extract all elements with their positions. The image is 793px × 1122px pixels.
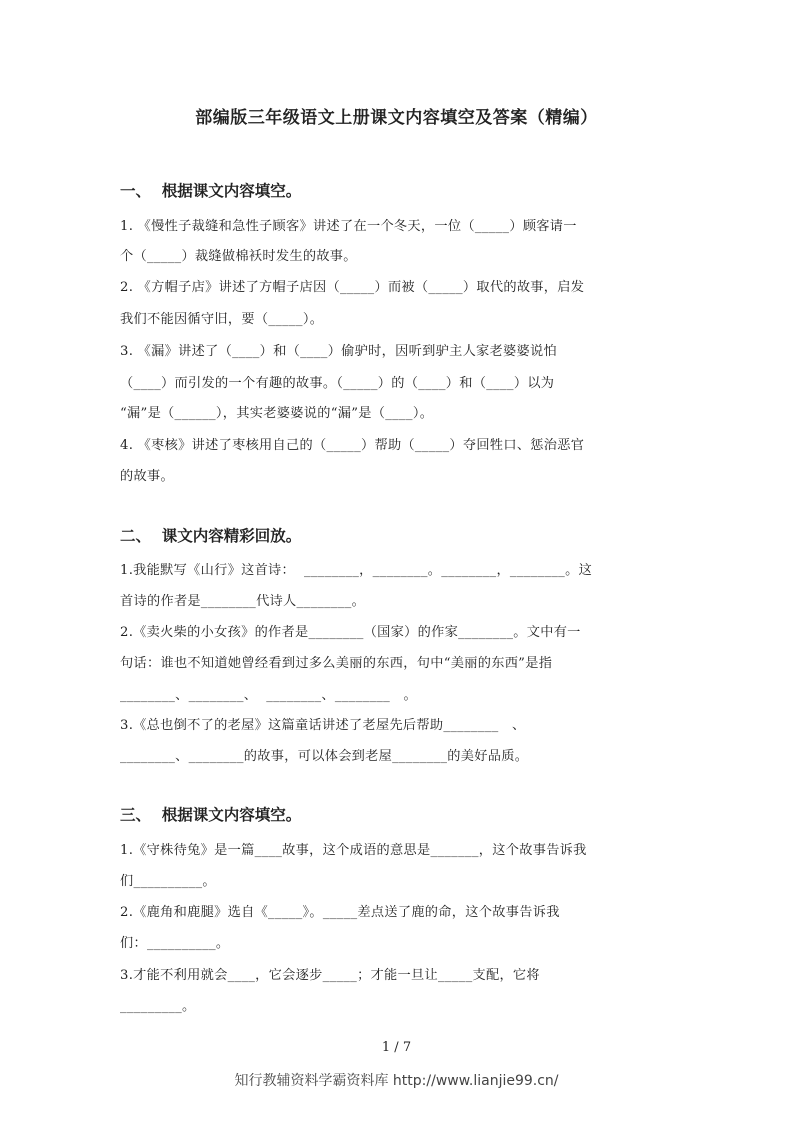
section-heading-3: 三、 根据课文内容填空。 <box>120 806 302 824</box>
section-1-line: 1. 《慢性子裁缝和急性子顾客》讲述了在一个冬天，一位（_____）顾客请一 <box>120 219 577 234</box>
section-heading-2: 二、 课文内容精彩回放。 <box>120 527 302 545</box>
section-heading-1: 一、 根据课文内容填空。 <box>120 182 302 200</box>
section-2-line: ________、________、 ________、________ 。 <box>120 688 418 703</box>
section-1-line: 个（_____）裁缝做棉袄时发生的故事。 <box>120 249 357 264</box>
section-3-line: 们__________。 <box>120 874 216 889</box>
section-3-line: 2.《鹿角和鹿腿》选自《_____》。_____差点送了鹿的命，这个故事告诉我 <box>120 905 560 920</box>
section-3-line: 们：__________。 <box>120 936 230 951</box>
section-1-line: 2. 《方帽子店》讲述了方帽子店因（_____）而被（_____）取代的故事，启发 <box>120 280 585 295</box>
section-1-line: 的故事。 <box>120 469 174 484</box>
section-1-line: 4. 《枣核》讲述了枣核用自己的（_____）帮助（_____）夺回牲口、惩治恶官 <box>120 438 585 453</box>
section-2-line: 句话：谁也不知道她曾经看到过多么美丽的东西，句中“美丽的东西”是指 <box>120 656 553 671</box>
section-2-line: 2.《卖火柴的小女孩》的作者是________（国家）的作家________。文中有一 <box>120 625 581 640</box>
section-2-line: 首诗的作者是________代诗人________。 <box>120 594 366 609</box>
section-1-line: 3. 《漏》讲述了（____）和（____）偷驴时，因听到驴主人家老婆婆说怕 <box>120 344 557 359</box>
section-3-line: _________。 <box>120 999 196 1014</box>
section-3-line: 1.《守株待兔》是一篇____故事，这个成语的意思是_______，这个故事告诉我 <box>120 843 587 858</box>
section-1-line: 我们不能因循守旧，要（_____）。 <box>120 312 324 327</box>
page-number: 1 / 7 <box>381 1040 412 1055</box>
footer-watermark: 知行教辅资料学霸资料库 http://www.lianjie99.cn/ <box>234 1073 559 1089</box>
section-1-line: （____）而引发的一个有趣的故事。（_____）的（____）和（____）以为 <box>120 376 555 391</box>
section-1-line: “漏”是（______），其实老婆婆说的“漏”是（____）。 <box>120 406 434 421</box>
section-2-line: ________、________的故事，可以体会到老屋________的美好品质。 <box>120 749 529 764</box>
section-3-line: 3.才能不利用就会____，它会逐步_____；才能一旦让_____支配，它将 <box>120 968 540 983</box>
section-2-line: 3.《总也倒不了的老屋》这篇童话讲述了老屋先后帮助________ 、 <box>120 718 526 733</box>
document-title: 部编版三年级语文上册课文内容填空及答案（精编） <box>195 108 598 128</box>
section-2-line: 1.我能默写《山行》这首诗： ________，________。________，________。这 <box>120 563 593 578</box>
